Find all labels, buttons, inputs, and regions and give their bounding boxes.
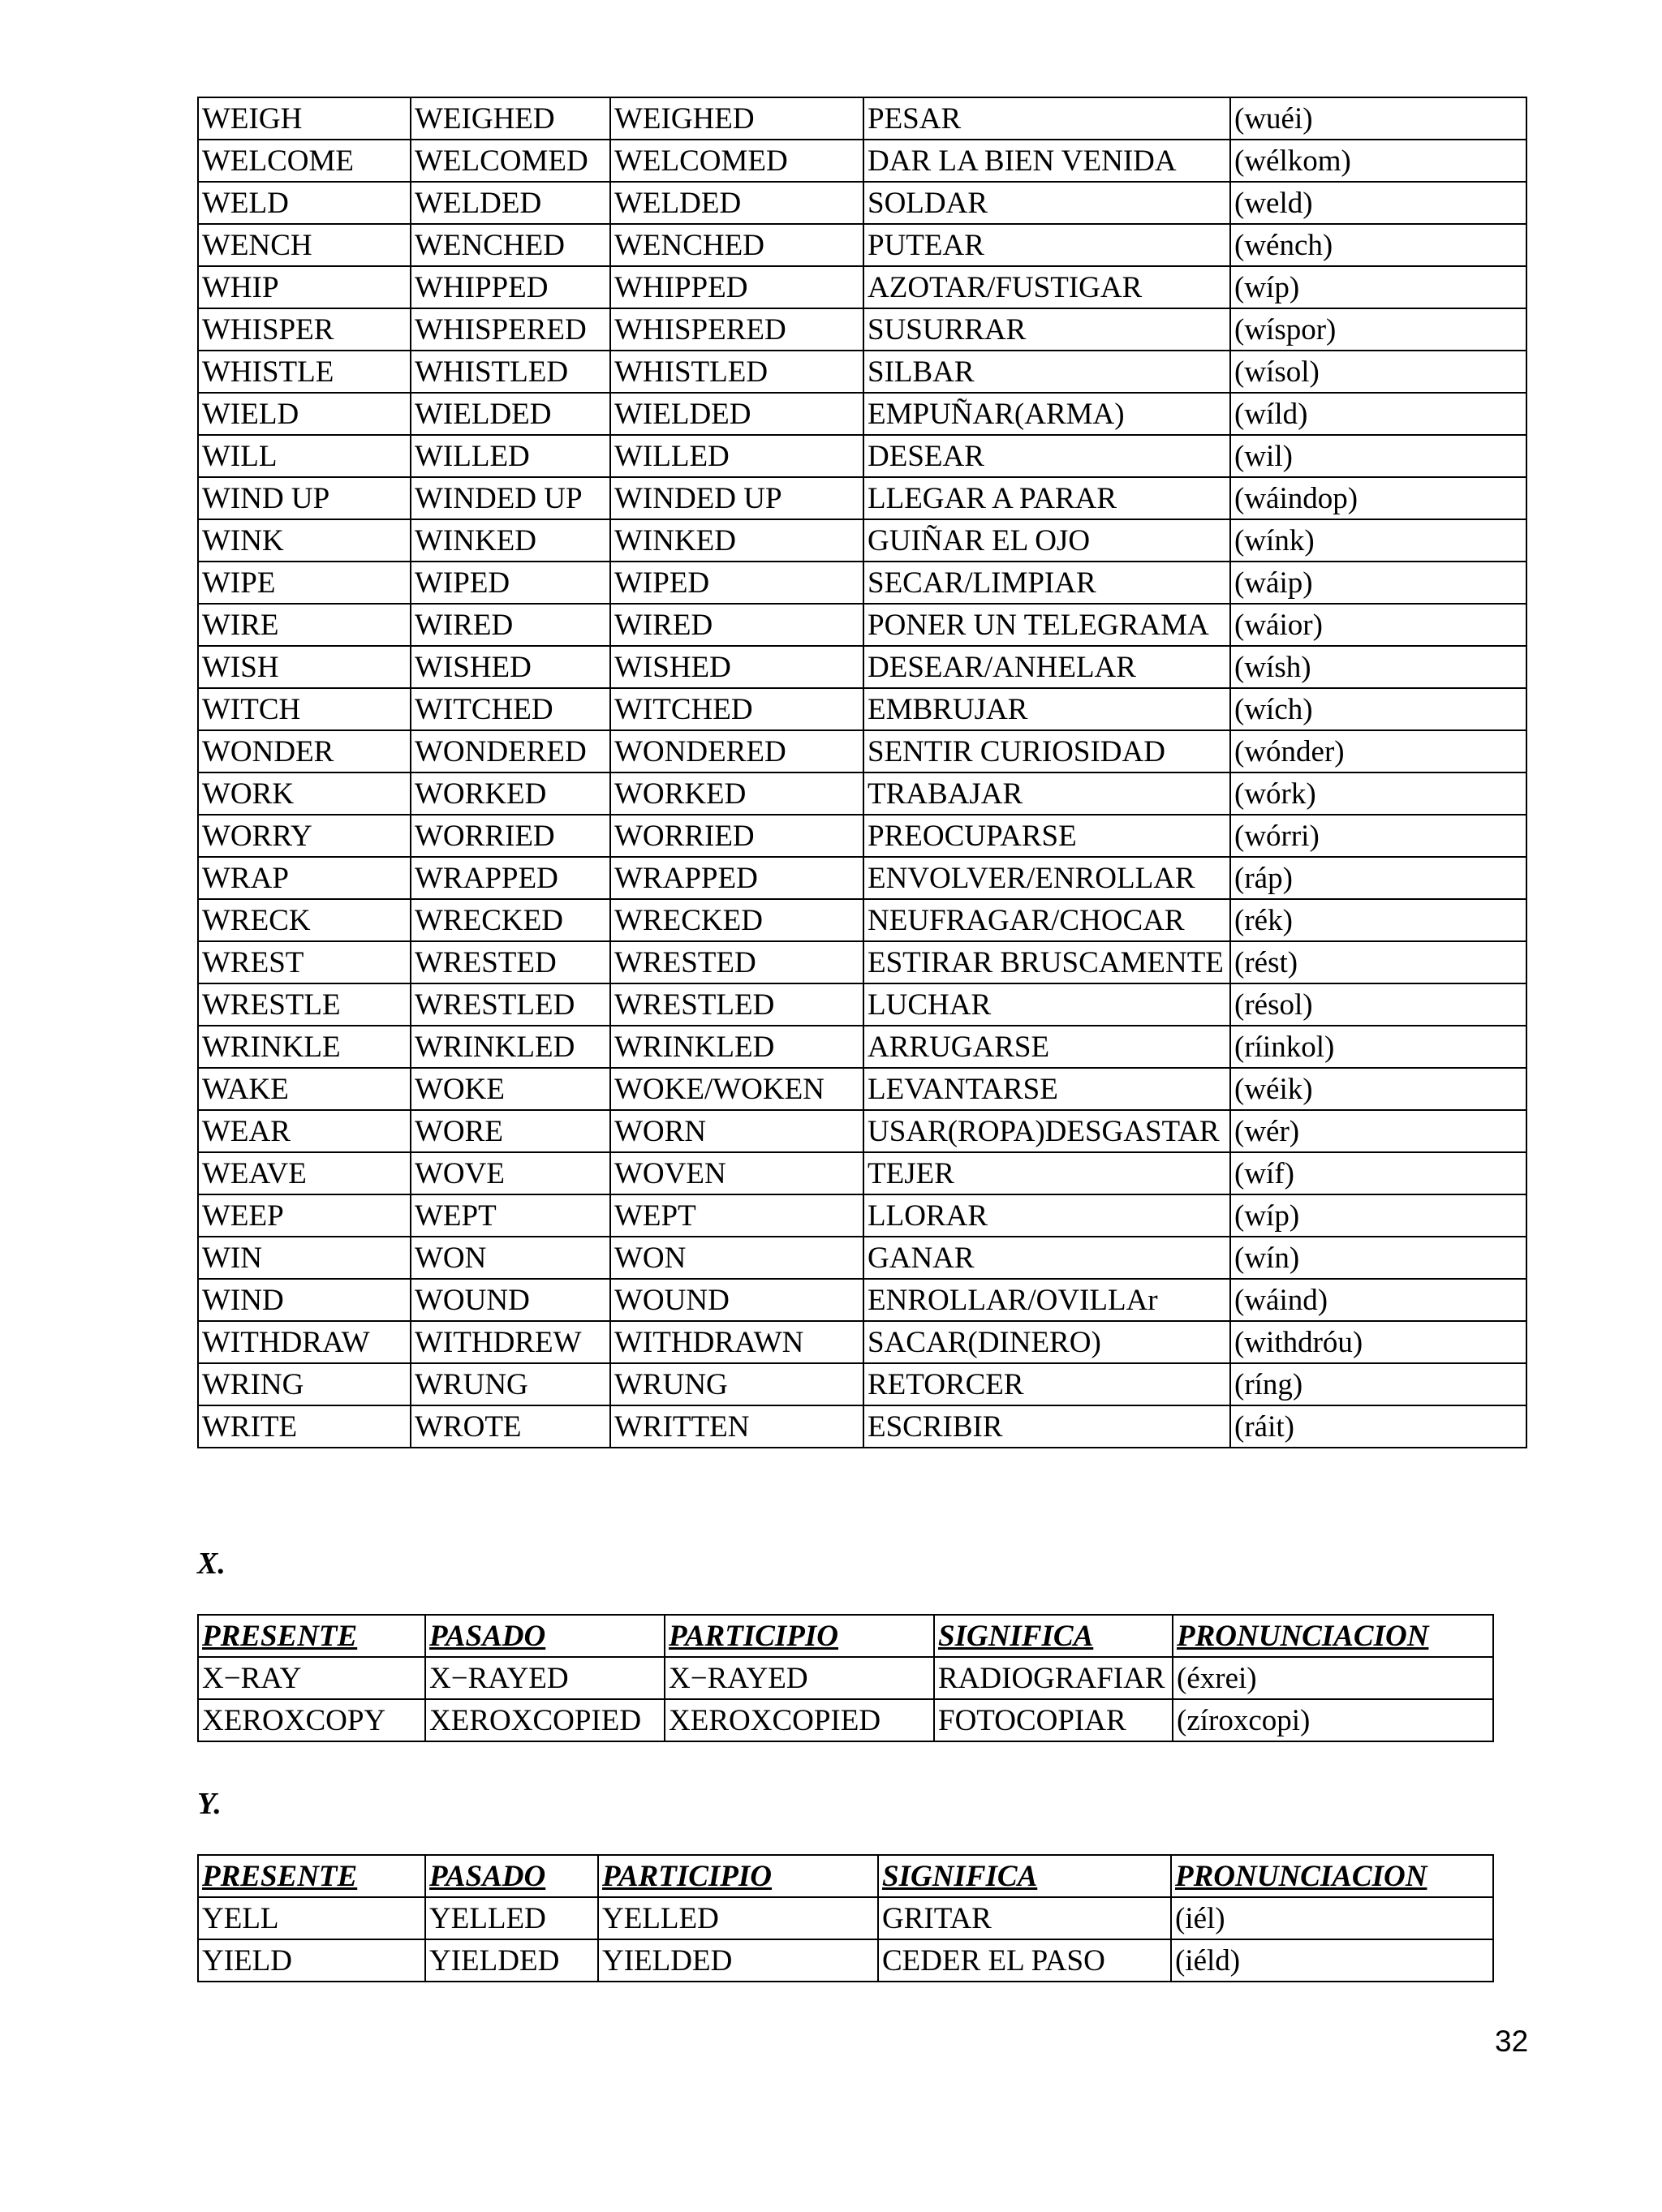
table-row <box>198 857 1526 899</box>
table-cell: (wíf) <box>1230 1152 1526 1194</box>
table-cell: WIPE <box>198 562 411 604</box>
table-cell: WELDED <box>610 182 863 224</box>
table-cell: (wáindop) <box>1230 477 1526 519</box>
table-cell: WILLED <box>411 435 610 477</box>
table-cell: WORRIED <box>411 815 610 857</box>
table-cell: (wáip) <box>1230 562 1526 604</box>
verb-table-x-body <box>198 1615 1493 1741</box>
table-cell: YELLED <box>425 1897 598 1939</box>
table-cell: WRECKED <box>411 899 610 941</box>
table-cell: ESTIRAR BRUSCAMENTE <box>863 941 1230 983</box>
table-cell: WENCH <box>198 224 411 266</box>
table-cell: WEAVE <box>198 1152 411 1194</box>
table-cell: PUTEAR <box>863 224 1230 266</box>
table-cell: WHIPPED <box>411 266 610 308</box>
table-row <box>198 1194 1526 1237</box>
table-cell: X−RAY <box>198 1657 425 1699</box>
table-cell: WHISPERED <box>610 308 863 351</box>
table-cell: SACAR(DINERO) <box>863 1321 1230 1363</box>
table-cell: WORKED <box>411 772 610 815</box>
table-cell: WINDED UP <box>411 477 610 519</box>
table-cell: (ríinkol) <box>1230 1026 1526 1068</box>
table-cell: WEPT <box>411 1194 610 1237</box>
column-header: PRONUNCIACION <box>1173 1615 1493 1657</box>
table-cell: WOKE/WOKEN <box>610 1068 863 1110</box>
table-cell: WIRED <box>610 604 863 646</box>
table-cell: WEIGHED <box>411 97 610 140</box>
table-row <box>198 772 1526 815</box>
table-row <box>198 1026 1526 1068</box>
table-cell: (wénch) <box>1230 224 1526 266</box>
column-header: PRONUNCIACION <box>1171 1855 1493 1897</box>
table-cell: ARRUGARSE <box>863 1026 1230 1068</box>
table-cell: DESEAR <box>863 435 1230 477</box>
table-cell: WHIP <box>198 266 411 308</box>
table-cell: (wáior) <box>1230 604 1526 646</box>
table-cell: ENVOLVER/ENROLLAR <box>863 857 1230 899</box>
table-cell: WOUND <box>610 1279 863 1321</box>
table-cell: (wil) <box>1230 435 1526 477</box>
table-row <box>198 1068 1526 1110</box>
table-cell: WIPED <box>610 562 863 604</box>
table-cell: WON <box>411 1237 610 1279</box>
table-cell: WRESTLE <box>198 983 411 1026</box>
table-cell: TEJER <box>863 1152 1230 1194</box>
table-cell: WITHDREW <box>411 1321 610 1363</box>
section-letter-x: X. <box>197 1547 226 1581</box>
table-cell: TRABAJAR <box>863 772 1230 815</box>
verb-table-y-body <box>198 1855 1493 1982</box>
table-row <box>198 899 1526 941</box>
table-cell: WENCHED <box>411 224 610 266</box>
table-cell: FOTOCOPIAR <box>934 1699 1173 1741</box>
table-cell: WISH <box>198 646 411 688</box>
table-cell: (résol) <box>1230 983 1526 1026</box>
table-row <box>198 477 1526 519</box>
table-cell: WELDED <box>411 182 610 224</box>
table-cell: SECAR/LIMPIAR <box>863 562 1230 604</box>
table-cell: WAKE <box>198 1068 411 1110</box>
column-header: SIGNIFICA <box>878 1855 1171 1897</box>
table-row <box>198 562 1526 604</box>
table-cell: AZOTAR/FUSTIGAR <box>863 266 1230 308</box>
table-cell: RETORCER <box>863 1363 1230 1405</box>
table-cell: YIELDED <box>598 1939 878 1982</box>
table-row <box>198 308 1526 351</box>
column-header: PRESENTE <box>198 1855 425 1897</box>
table-cell: PREOCUPARSE <box>863 815 1230 857</box>
table-cell: WIND UP <box>198 477 411 519</box>
table-cell: DESEAR/ANHELAR <box>863 646 1230 688</box>
table-cell: WORK <box>198 772 411 815</box>
table-cell: WRESTLED <box>411 983 610 1026</box>
table-cell: WRECK <box>198 899 411 941</box>
table-cell: WONDERED <box>411 730 610 772</box>
table-cell: WELD <box>198 182 411 224</box>
table-cell: WRAPPED <box>610 857 863 899</box>
table-cell: WOKE <box>411 1068 610 1110</box>
table-cell: WEIGH <box>198 97 411 140</box>
header-row <box>198 1615 1493 1657</box>
table-cell: WONDERED <box>610 730 863 772</box>
table-cell: GANAR <box>863 1237 1230 1279</box>
page-number: 32 <box>1495 2025 1529 2058</box>
table-cell: ENROLLAR/OVILLAr <box>863 1279 1230 1321</box>
table-row <box>198 815 1526 857</box>
table-cell: WITCH <box>198 688 411 730</box>
table-cell: CEDER EL PASO <box>878 1939 1171 1982</box>
table-cell: (rék) <box>1230 899 1526 941</box>
table-row <box>198 1152 1526 1194</box>
table-cell: WHISPERED <box>411 308 610 351</box>
table-cell: WRECKED <box>610 899 863 941</box>
table-cell: (ríng) <box>1230 1363 1526 1405</box>
table-cell: ESCRIBIR <box>863 1405 1230 1448</box>
table-cell: WRING <box>198 1363 411 1405</box>
table-cell: WISHED <box>610 646 863 688</box>
column-header: PASADO <box>425 1615 665 1657</box>
table-cell: WON <box>610 1237 863 1279</box>
table-cell: YIELD <box>198 1939 425 1982</box>
table-cell: (wíld) <box>1230 393 1526 435</box>
table-cell: XEROXCOPY <box>198 1699 425 1741</box>
table-cell: WRITTEN <box>610 1405 863 1448</box>
table-cell: SENTIR CURIOSIDAD <box>863 730 1230 772</box>
table-row <box>198 351 1526 393</box>
table-cell: (withdróu) <box>1230 1321 1526 1363</box>
table-row <box>198 140 1526 182</box>
table-cell: WREST <box>198 941 411 983</box>
table-cell: WRINKLE <box>198 1026 411 1068</box>
table-cell: WIPED <box>411 562 610 604</box>
table-cell: WEPT <box>610 1194 863 1237</box>
table-cell: WORKED <box>610 772 863 815</box>
table-cell: WELCOME <box>198 140 411 182</box>
table-cell: WROTE <box>411 1405 610 1448</box>
table-cell: WHIPPED <box>610 266 863 308</box>
table-cell: XEROXCOPIED <box>425 1699 665 1741</box>
table-cell: LLORAR <box>863 1194 1230 1237</box>
table-cell: WINDED UP <box>610 477 863 519</box>
table-cell: GUIÑAR EL OJO <box>863 519 1230 562</box>
table-cell: SUSURRAR <box>863 308 1230 351</box>
table-cell: USAR(ROPA)DESGASTAR <box>863 1110 1230 1152</box>
table-row <box>198 1405 1526 1448</box>
table-cell: WRAPPED <box>411 857 610 899</box>
table-row <box>198 983 1526 1026</box>
table-cell: PONER UN TELEGRAMA <box>863 604 1230 646</box>
verb-table-x <box>197 1614 1494 1742</box>
table-row <box>198 1897 1493 1939</box>
table-cell: WRAP <box>198 857 411 899</box>
table-cell: SOLDAR <box>863 182 1230 224</box>
table-cell: WHISPER <box>198 308 411 351</box>
table-cell: WRINKLED <box>411 1026 610 1068</box>
table-cell: WITCHED <box>610 688 863 730</box>
table-cell: LEVANTARSE <box>863 1068 1230 1110</box>
table-row <box>198 1110 1526 1152</box>
table-cell: GRITAR <box>878 1897 1171 1939</box>
table-cell: YELLED <box>598 1897 878 1939</box>
table-cell: WOUND <box>411 1279 610 1321</box>
table-cell: WINK <box>198 519 411 562</box>
table-cell: WELCOMED <box>610 140 863 182</box>
verb-table-w <box>197 97 1527 1448</box>
table-cell: (wórk) <box>1230 772 1526 815</box>
table-cell: WISHED <box>411 646 610 688</box>
table-cell: (wísh) <box>1230 646 1526 688</box>
table-cell: EMPUÑAR(ARMA) <box>863 393 1230 435</box>
table-row <box>198 1321 1526 1363</box>
table-cell: (wuéi) <box>1230 97 1526 140</box>
table-cell: PESAR <box>863 97 1230 140</box>
table-row <box>198 1699 1493 1741</box>
table-cell: (wónder) <box>1230 730 1526 772</box>
table-cell: (ráp) <box>1230 857 1526 899</box>
column-header: PASADO <box>425 1855 598 1897</box>
table-cell: RADIOGRAFIAR <box>934 1657 1173 1699</box>
table-row <box>198 604 1526 646</box>
table-cell: WRESTLED <box>610 983 863 1026</box>
table-cell: EMBRUJAR <box>863 688 1230 730</box>
table-cell: WHISTLE <box>198 351 411 393</box>
table-cell: (wéik) <box>1230 1068 1526 1110</box>
table-cell: (rést) <box>1230 941 1526 983</box>
table-cell: WIN <box>198 1237 411 1279</box>
table-cell: WHISTLED <box>610 351 863 393</box>
table-cell: WITHDRAW <box>198 1321 411 1363</box>
column-header: SIGNIFICA <box>934 1615 1173 1657</box>
table-cell: WELCOMED <box>411 140 610 182</box>
table-cell: WORRY <box>198 815 411 857</box>
table-row <box>198 941 1526 983</box>
table-row <box>198 1279 1526 1321</box>
table-row <box>198 1363 1526 1405</box>
table-cell: WILLED <box>610 435 863 477</box>
table-row <box>198 435 1526 477</box>
table-cell: (iél) <box>1171 1897 1493 1939</box>
verb-table-y <box>197 1854 1494 1982</box>
column-header: PARTICIPIO <box>665 1615 934 1657</box>
table-row <box>198 1939 1493 1982</box>
table-cell: WINKED <box>610 519 863 562</box>
table-cell: NEUFRAGAR/CHOCAR <box>863 899 1230 941</box>
table-cell: WIRED <box>411 604 610 646</box>
table-cell: (iéld) <box>1171 1939 1493 1982</box>
table-cell: (wín) <box>1230 1237 1526 1279</box>
table-cell: SILBAR <box>863 351 1230 393</box>
table-cell: WOVE <box>411 1152 610 1194</box>
verb-table-w-body <box>198 97 1526 1448</box>
table-cell: WEAR <box>198 1110 411 1152</box>
table-row <box>198 1657 1493 1699</box>
table-cell: (wáind) <box>1230 1279 1526 1321</box>
table-row <box>198 646 1526 688</box>
table-cell: WRESTED <box>411 941 610 983</box>
table-cell: (wích) <box>1230 688 1526 730</box>
table-cell: WEIGHED <box>610 97 863 140</box>
table-cell: (zíroxcopi) <box>1173 1699 1493 1741</box>
header-row <box>198 1855 1493 1897</box>
table-cell: (éxrei) <box>1173 1657 1493 1699</box>
table-row <box>198 224 1526 266</box>
table-row <box>198 266 1526 308</box>
table-cell: WORN <box>610 1110 863 1152</box>
table-cell: (wíp) <box>1230 266 1526 308</box>
section-letter-y: Y. <box>197 1787 222 1821</box>
table-cell: WITHDRAWN <box>610 1321 863 1363</box>
table-cell: WIRE <box>198 604 411 646</box>
table-row <box>198 688 1526 730</box>
table-cell: YELL <box>198 1897 425 1939</box>
table-cell: WORE <box>411 1110 610 1152</box>
table-row <box>198 730 1526 772</box>
table-cell: WRESTED <box>610 941 863 983</box>
table-cell: XEROXCOPIED <box>665 1699 934 1741</box>
table-cell: WRUNG <box>610 1363 863 1405</box>
table-cell: (wínk) <box>1230 519 1526 562</box>
table-row <box>198 182 1526 224</box>
table-cell: WOVEN <box>610 1152 863 1194</box>
table-cell: WITCHED <box>411 688 610 730</box>
table-cell: WONDER <box>198 730 411 772</box>
table-cell: (wórri) <box>1230 815 1526 857</box>
table-cell: WENCHED <box>610 224 863 266</box>
table-cell: (ráit) <box>1230 1405 1526 1448</box>
column-header: PRESENTE <box>198 1615 425 1657</box>
table-cell: WRINKLED <box>610 1026 863 1068</box>
table-row <box>198 1237 1526 1279</box>
table-cell: (wíspor) <box>1230 308 1526 351</box>
table-cell: WHISTLED <box>411 351 610 393</box>
table-cell: DAR LA BIEN VENIDA <box>863 140 1230 182</box>
table-cell: X−RAYED <box>665 1657 934 1699</box>
table-row <box>198 97 1526 140</box>
table-cell: WRITE <box>198 1405 411 1448</box>
table-cell: (wíp) <box>1230 1194 1526 1237</box>
table-cell: WIND <box>198 1279 411 1321</box>
table-cell: X−RAYED <box>425 1657 665 1699</box>
table-cell: WINKED <box>411 519 610 562</box>
table-cell: WORRIED <box>610 815 863 857</box>
table-cell: (weld) <box>1230 182 1526 224</box>
table-cell: LUCHAR <box>863 983 1230 1026</box>
table-cell: WRUNG <box>411 1363 610 1405</box>
table-row <box>198 519 1526 562</box>
table-cell: (wísol) <box>1230 351 1526 393</box>
table-cell: WEEP <box>198 1194 411 1237</box>
table-cell: LLEGAR A PARAR <box>863 477 1230 519</box>
table-cell: YIELDED <box>425 1939 598 1982</box>
table-cell: (wélkom) <box>1230 140 1526 182</box>
column-header: PARTICIPIO <box>598 1855 878 1897</box>
table-cell: WILL <box>198 435 411 477</box>
table-cell: WIELD <box>198 393 411 435</box>
table-cell: WIELDED <box>610 393 863 435</box>
table-cell: (wér) <box>1230 1110 1526 1152</box>
table-row <box>198 393 1526 435</box>
table-cell: WIELDED <box>411 393 610 435</box>
